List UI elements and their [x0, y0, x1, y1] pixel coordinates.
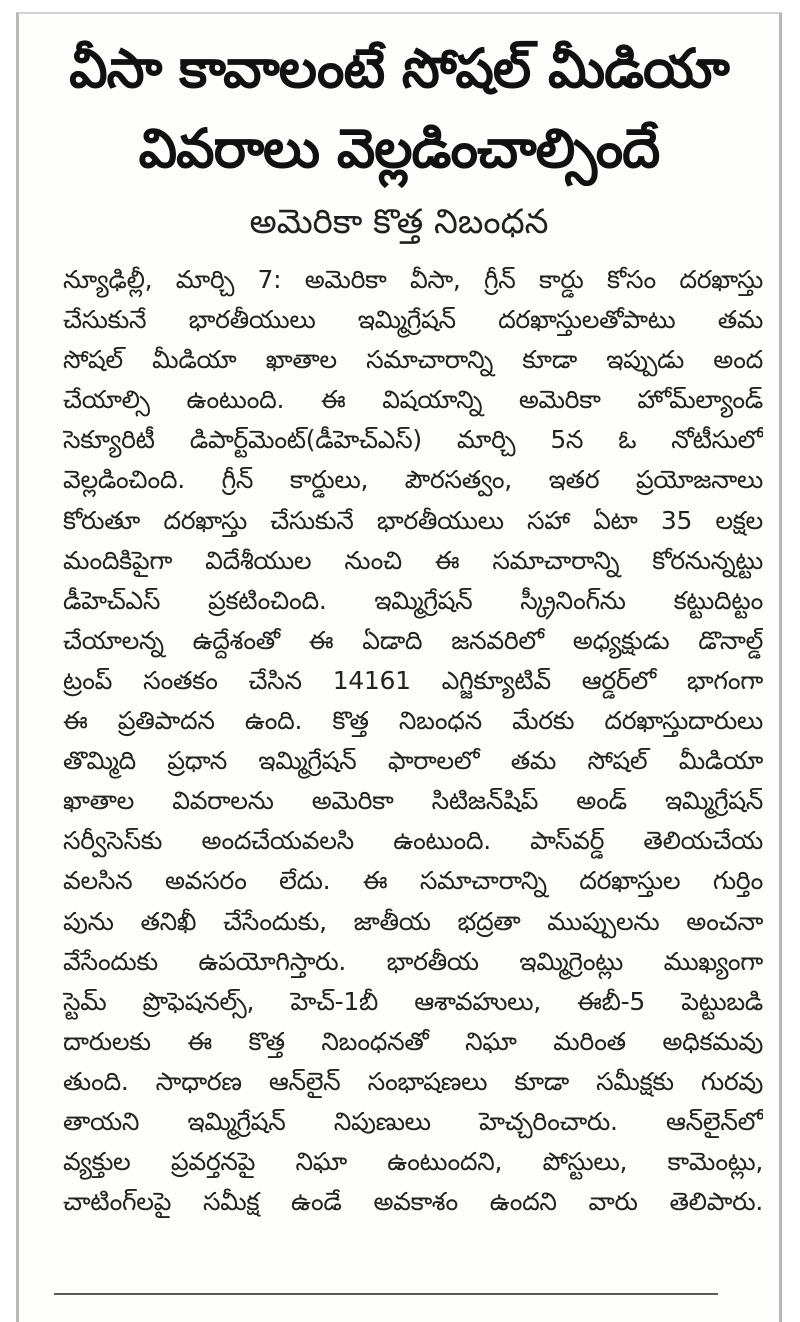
body-line: వేసేందుకు ఉపయోగిస్తారు. భారతీయ ఇమ్మిగ్రెంట్లు ముఖ్యంగా	[63, 946, 763, 976]
subheadline: అమెరికా కొత్త నిబంధన	[249, 202, 549, 242]
body-line: సోషల్ మీడియా ఖాతాల సమాచారాన్ని కూడా ఇప్పుడు అంద	[63, 345, 763, 375]
body-line: తాయని ఇమ్మిగ్రేషన్ నిపుణులు హెచ్చరించారు. ఆన్‌లైన్‌లో	[63, 1106, 763, 1136]
body-line: తుంది. సాధారణ ఆన్‌లైన్ సంభాషణలు కూడా సమీక్షకు గురవు	[63, 1066, 763, 1096]
body-line: దారులకు ఈ కొత్త నిబంధనతో నిఘా మరింత అధికమవు	[63, 1026, 763, 1056]
body-line: చేయాల్సి ఉంటుంది. ఈ విషయాన్ని అమెరికా హోమ్‌ల్యాండ్	[63, 385, 763, 415]
body-line: కోరుతూ దరఖాస్తు చేసుకునే భారతీయులు సహా ఏటా 35 లక్షల	[63, 505, 763, 535]
body-line: చాటింగ్‌లపై సమీక్ష ఉండే అవకాశం ఉందని వారు తెలిపారు.	[63, 1187, 763, 1217]
body-line: చేసుకునే భారతీయులు ఇమ్మిగ్రేషన్ దరఖాస్తులతోపాటు తమ	[63, 305, 763, 335]
body-line: డీహెచ్‌ఎస్ ప్రకటించింది. ఇమ్మిగ్రేషన్ స్క్రీనింగ్‌ను కట్టుదిట్టం	[63, 585, 763, 615]
body-line: వెల్లడించింది. గ్రీన్ కార్డులు, పౌరసత్వం, ఇతర ప్రయోజనాలు	[63, 465, 763, 495]
bottom-divider	[54, 1293, 718, 1295]
body-line: సెక్యూరిటీ డిపార్ట్‌మెంట్(డీహెచ్‌ఎస్) మార్చి 5న ఓ నోటీసులో	[63, 425, 763, 455]
body-line: పును తనిఖీ చేసేందుకు, జాతీయ భద్రతా ముప్పులను అంచనా	[63, 906, 763, 936]
body-line: న్యూఢిల్లీ, మార్చి 7: అమెరికా వీసా, గ్రీన్ కార్డు కోసం దరఖాస్తు	[63, 265, 763, 294]
body-line: ఈ ప్రతిపాదన ఉంది. కొత్త నిబంధన మేరకు దరఖాస్తుదారులు	[63, 706, 763, 736]
newspaper-clipping	[16, 12, 782, 1322]
body-line: సర్వీసెస్‌కు అందచేయవలసి ఉంటుంది. పాస్‌వర్డ్ తెలియచేయ	[63, 826, 763, 856]
body-line: చేయాలన్న ఉద్దేశంతో ఈ ఏడాది జనవరిలో అధ్యక్షుడు డొనాల్డ్	[63, 625, 763, 655]
headline-line-2: వివరాలు వెల్లడించాల్సిందే	[138, 117, 660, 180]
body-line: ఖాతాల వివరాలను అమెరికా సిటిజన్‌షిప్ అండ్ ఇమ్మిగ్రేషన్	[63, 786, 763, 816]
body-line: వలసిన అవసరం లేదు. ఈ సమాచారాన్ని దరఖాస్తుల గుర్తిం	[63, 866, 763, 896]
body-line: వ్యక్తుల ప్రవర్తనపై నిఘా ఉంటుందని, పోస్టులు, కామెంట్లు,	[63, 1147, 763, 1177]
body-line: మందికిపైగా విదేశీయుల నుంచి ఈ సమాచారాన్ని కోరనున్నట్టు	[63, 545, 763, 575]
body-line: తొమ్మిది ప్రధాన ఇమ్మిగ్రేషన్ ఫారాలలో తమ సోషల్ మీడియా	[63, 746, 763, 776]
body-line: స్టెమ్ ప్రొఫెషనల్స్, హెచ్-1బీ ఆశావహులు, ఈబీ-5 పెట్టుబడి	[63, 986, 763, 1016]
body-line: ట్రంప్ సంతకం చేసిన 14161 ఎగ్జిక్యూటివ్ ఆర్డర్‌లో భాగంగా	[63, 665, 763, 695]
article-body	[63, 260, 763, 1222]
headline-line-1: వీసా కావాలంటే సోషల్ మీడియా	[69, 37, 729, 100]
